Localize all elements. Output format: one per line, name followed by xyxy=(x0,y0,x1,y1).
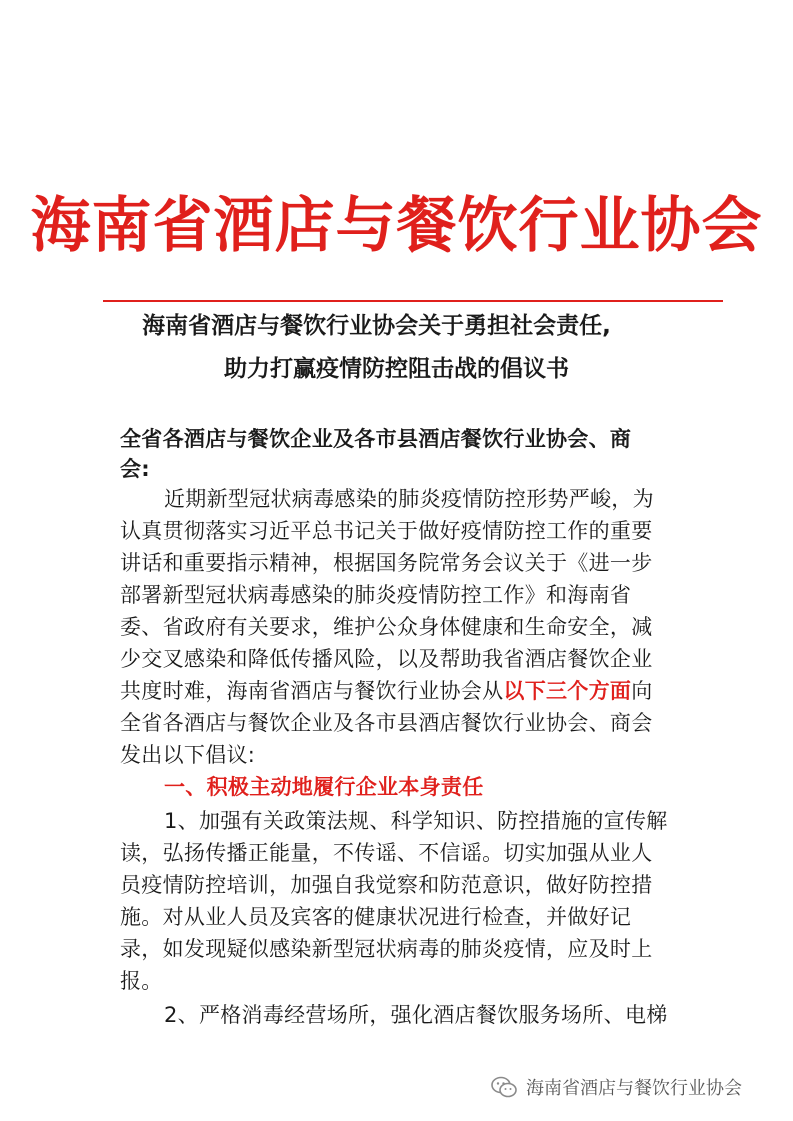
wechat-account-name: 海南省酒店与餐饮行业协会 xyxy=(526,1078,742,1099)
intro-line-7-end: 向 xyxy=(631,679,653,703)
intro-line-9: 发出以下倡议: xyxy=(120,743,256,767)
document-title-line-2: 助力打赢疫情防控阻击战的倡议书 xyxy=(224,356,569,382)
item-1-line-4: 施。对从业人员及宾客的健康状况进行检查，并做好记 xyxy=(120,905,632,929)
section-1-heading: 一、积极主动地履行企业本身责任 xyxy=(164,775,484,799)
item-1-line-6: 报。 xyxy=(120,969,163,993)
salutation-line-2: 会: xyxy=(120,457,150,481)
item-1-line-5: 录，如发现疑似感染新型冠状病毒的肺炎疫情，应及时上 xyxy=(120,937,653,961)
highlight-three-aspects: 以下三个方面 xyxy=(503,679,632,703)
header-divider xyxy=(103,300,723,302)
intro-line-7 xyxy=(120,676,680,706)
intro-line-8: 全省各酒店与餐饮企业及各市县酒店餐饮行业协会、商会 xyxy=(120,711,653,735)
intro-line-2: 认真贯彻落实习近平总书记关于做好疫情防控工作的重要 xyxy=(120,519,653,543)
document-title-line-1: 海南省酒店与餐饮行业协会关于勇担社会责任, xyxy=(142,313,611,339)
wechat-account-watermark xyxy=(490,1072,742,1102)
intro-line-7-text: 共度时难，海南省酒店与餐饮行业协会从 xyxy=(120,679,504,703)
intro-line-1: 近期新型冠状病毒感染的肺炎疫情防控形势严峻，为 xyxy=(164,487,654,511)
salutation-line-1: 全省各酒店与餐饮企业及各市县酒店餐饮行业协会、商 xyxy=(120,427,632,451)
intro-line-6: 少交叉感染和降低传播风险，以及帮助我省酒店餐饮企业 xyxy=(120,647,653,671)
item-1-line-3: 员疫情防控培训，加强自我觉察和防范意识，做好防控措 xyxy=(120,873,653,897)
intro-line-5: 委、省政府有关要求，维护公众身体健康和生命安全，减 xyxy=(120,615,653,639)
item-2-line-1: 2、严格消毒经营场所，强化酒店餐饮服务场所、电梯 xyxy=(164,1003,668,1027)
item-1-line-1: 1、加强有关政策法规、科学知识、防控措施的宣传解 xyxy=(164,809,668,833)
intro-line-4: 部署新型冠状病毒感染的肺炎疫情防控工作》和海南省 xyxy=(120,583,632,607)
org-title: 海南省酒店与餐饮行业协会 xyxy=(30,191,763,261)
wechat-icon xyxy=(490,1075,518,1099)
item-1-line-2: 读，弘扬传播正能量，不传谣、不信谣。切实加强从业人 xyxy=(120,841,653,865)
intro-line-3: 讲话和重要指示精神，根据国务院常务会议关于《进一步 xyxy=(120,551,653,575)
